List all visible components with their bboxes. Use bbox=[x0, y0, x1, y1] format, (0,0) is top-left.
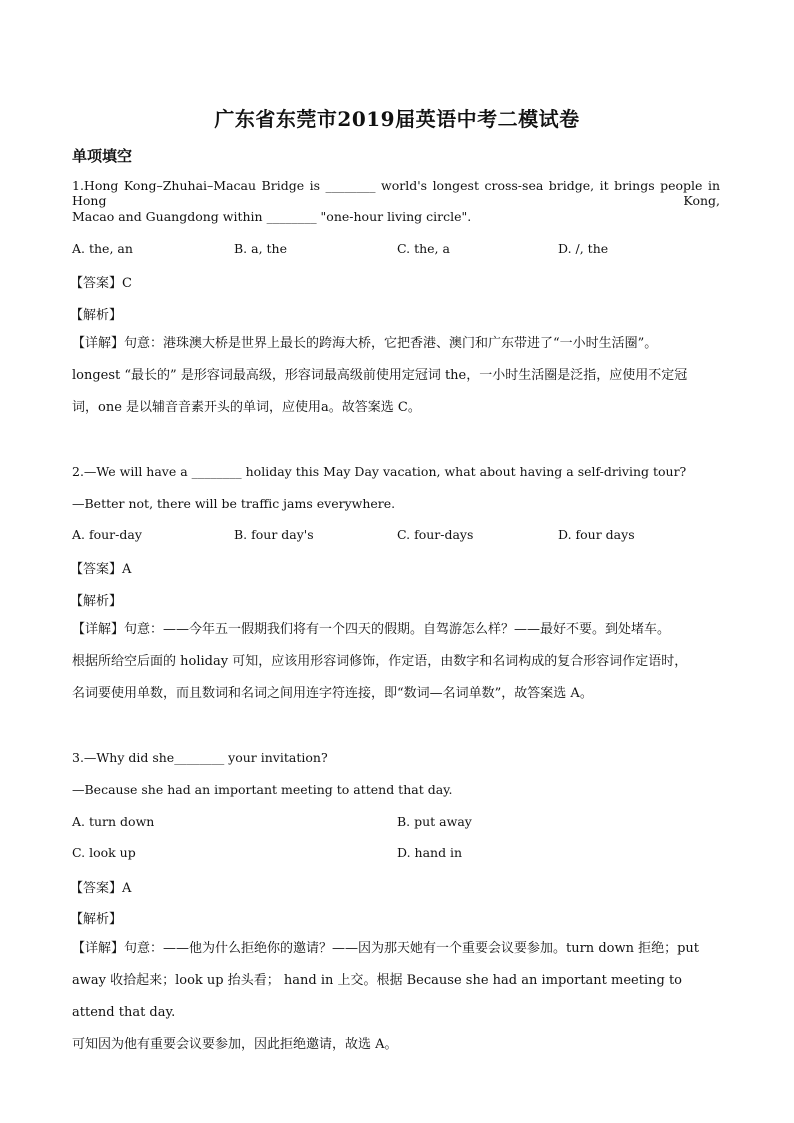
q3-option-d: D. hand in bbox=[397, 845, 463, 860]
q1-analysis-label: 【解析】 bbox=[70, 308, 123, 323]
q2-option-a: A. four-day bbox=[72, 527, 142, 542]
q3-detail-line-1: 【详解】句意：——他为什么拒绝你的邀请？——因为那天她有一个重要会议要参加。turn down 拒绝；put bbox=[72, 941, 700, 956]
q3-detail-line-3: 可知因为他有重要会议要参加，因此拒绝邀请，故选 A。 bbox=[72, 1037, 398, 1052]
q1-detail-line-2: longest “最长的” 是形容词最高级，形容词最高级前使用定冠词 the，一小时生活圈是泛指，应使用不定冠 bbox=[72, 368, 688, 383]
q3-analysis-label: 【解析】 bbox=[70, 912, 123, 927]
question-1-line-2: Macao and Guangdong within ________ "one-hour living circle". bbox=[72, 209, 472, 224]
q1-option-a: A. the, an bbox=[72, 241, 133, 256]
q1-option-c: C. the, a bbox=[397, 241, 450, 256]
q3-option-a: A. turn down bbox=[72, 814, 155, 829]
question-3-line-2: —Because she had an important meeting to attend that day. bbox=[72, 782, 453, 797]
q1-detail-line-3: 词，one 是以辅音音素开头的单词，应使用a。故答案选 C。 bbox=[72, 400, 421, 415]
question-1-line-1: 1.Hong Kong–Zhuhai–Macau Bridge is ________ world's longest cross-sea bridge, it brings people in Hong Kong, bbox=[72, 178, 720, 208]
exam-title: 广东省东莞市2019届英语中考二模试卷 bbox=[214, 107, 580, 131]
q3-answer: 【答案】A bbox=[70, 881, 132, 896]
q2-detail-line-1: 【详解】句意：——今年五一假期我们将有一个四天的假期。自驾游怎么样？——最好不要。到处堵车。 bbox=[72, 622, 671, 637]
q2-detail-line-2: 根据所给空后面的 holiday 可知，应该用形容词修饰，作定语，由数字和名词构成的复合形容词作定语时， bbox=[72, 654, 688, 669]
q2-option-b: B. four day's bbox=[234, 527, 314, 542]
q2-option-d: D. four days bbox=[558, 527, 635, 542]
question-2-line-2: —Better not, there will be traffic jams everywhere. bbox=[72, 496, 396, 511]
q3-detail bbox=[72, 933, 722, 1061]
q3-option-c: C. look up bbox=[72, 845, 136, 860]
q3-option-b: B. put away bbox=[397, 814, 472, 829]
q1-option-d: D. /, the bbox=[558, 241, 609, 256]
q2-option-c: C. four-days bbox=[397, 527, 474, 542]
section-heading: 单项填空 bbox=[72, 147, 133, 165]
q1-answer: 【答案】C bbox=[70, 276, 132, 291]
q2-detail-line-3: 名词要使用单数，而且数词和名词之间用连字符连接，即“数词—名词单数”，故答案选 A。 bbox=[72, 686, 593, 701]
question-3-line-1: 3.—Why did she________ your invitation? bbox=[72, 750, 328, 765]
q2-answer: 【答案】A bbox=[70, 562, 132, 577]
q2-detail bbox=[72, 614, 722, 710]
q3-detail-line-2: away 收拾起来；look up 抬头看； hand in 上交。根据 Because she had an important meeting to attend that day. bbox=[72, 973, 683, 1020]
q1-detail bbox=[72, 328, 722, 424]
q1-option-b: B. a, the bbox=[234, 241, 288, 256]
q1-detail-line-1: 【详解】句意：港珠澳大桥是世界上最长的跨海大桥，它把香港、澳门和广东带进了“一小时生活圈”。 bbox=[72, 336, 658, 351]
question-2-line-1: 2.—We will have a ________ holiday this May Day vacation, what about having a self-driving tour? bbox=[72, 464, 687, 479]
q2-analysis-label: 【解析】 bbox=[70, 594, 123, 609]
